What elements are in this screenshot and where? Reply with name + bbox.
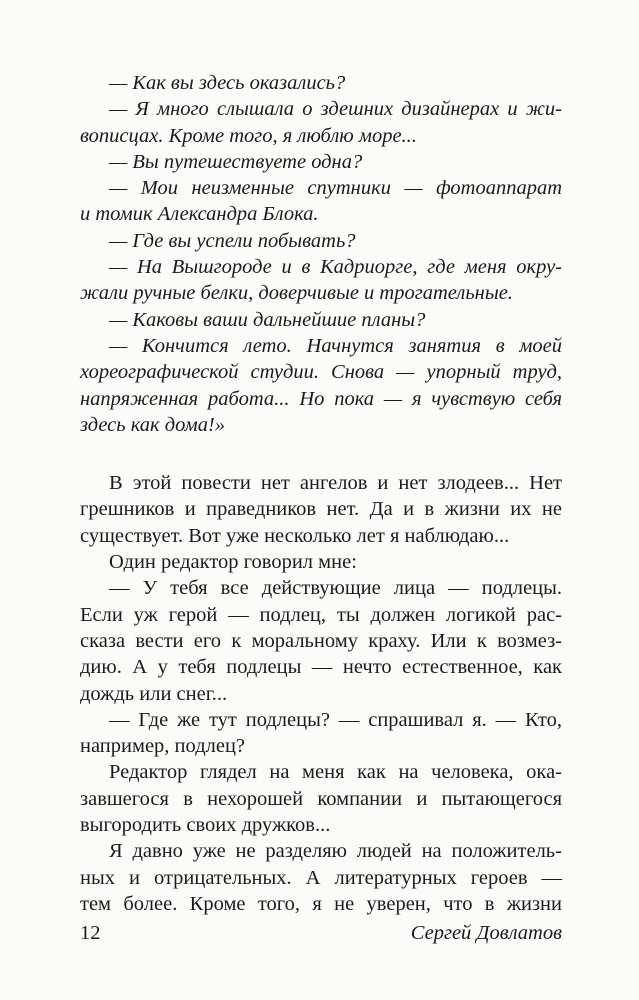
interview-line: здесь как дома!» — [80, 413, 226, 436]
narrative-line: существует. Вот уже несколько лет я наблюдаю... — [80, 524, 510, 547]
narrative-line: например, подлец? — [80, 735, 246, 758]
interview-line: и томик Александра Блока. — [80, 203, 319, 226]
interview-line: напряженная работа... Но пока — я чувствую себя — [80, 387, 562, 410]
narrative-line: тем более. Кроме того, я не уверен, что в жизни — [80, 892, 562, 915]
narrative-line: — Где же тут подлецы? — спрашивал я. — Кто, — [109, 708, 562, 731]
interview-line: — Как вы здесь оказались? — [109, 72, 346, 94]
interview-line: хореографической студии. Снова — упорный труд, — [80, 361, 562, 384]
narrative-line: Если уж герой — подлец, ты должен логикой рас- — [80, 603, 562, 626]
interview-line: — Каковы ваши дальнейшие планы? — [109, 308, 426, 331]
narrative-line: завшегося в нехорошей компании и пытающегося — [80, 787, 562, 810]
narrative-line: выгородить своих дружков... — [80, 814, 331, 837]
narrative-line: Я давно уже не разделяю людей на положитель- — [109, 840, 562, 863]
page-footer — [80, 918, 562, 948]
narrative-line: — У тебя все действующие лица — подлецы. — [109, 577, 562, 600]
narrative-line: дождь или снег... — [80, 682, 228, 705]
running-author: Сергей Довлатов — [410, 922, 562, 944]
interview-line: — Мои неизменные спутники — фотоаппарат — [109, 177, 562, 200]
interview-line: — Вы путешествуете одна? — [109, 150, 363, 173]
narrative-line: ных и отрицательных. А литературных героев — — [80, 866, 562, 889]
narrative-line: В этой повести нет ангелов и нет злодеев... Нет — [109, 472, 562, 495]
narrative-line: Редактор глядел на меня как на человека, ока- — [109, 761, 562, 784]
interview-line: — Я много слышала о здешних дизайнерах и жи- — [109, 98, 562, 121]
interview-line: — Где вы успели побывать? — [109, 229, 356, 252]
narrative-line: грешников и праведников нет. Да и в жизни их не — [80, 498, 562, 521]
page-number: 12 — [80, 922, 101, 944]
narrative-line: дию. А у тебя подлецы — нечто естественное, как — [80, 656, 562, 679]
section-gap — [80, 438, 562, 470]
narrative-line: сказа вести его к моральному краху. Или к возмез- — [80, 629, 562, 652]
interview-line: — На Вышгороде и в Кадриорге, где меня окру- — [109, 256, 562, 279]
narrative-block — [80, 470, 562, 917]
narrative-line: Один редактор говорил мне: — [109, 551, 357, 574]
interview-line: жали ручные белки, доверчивые и трогательные. — [80, 282, 513, 305]
interview-line: — Кончится лето. Начнутся занятия в моей — [109, 334, 562, 357]
interview-quote-block — [80, 70, 562, 438]
interview-line: вописцах. Кроме того, я люблю море... — [80, 124, 417, 147]
page-text — [80, 70, 562, 917]
